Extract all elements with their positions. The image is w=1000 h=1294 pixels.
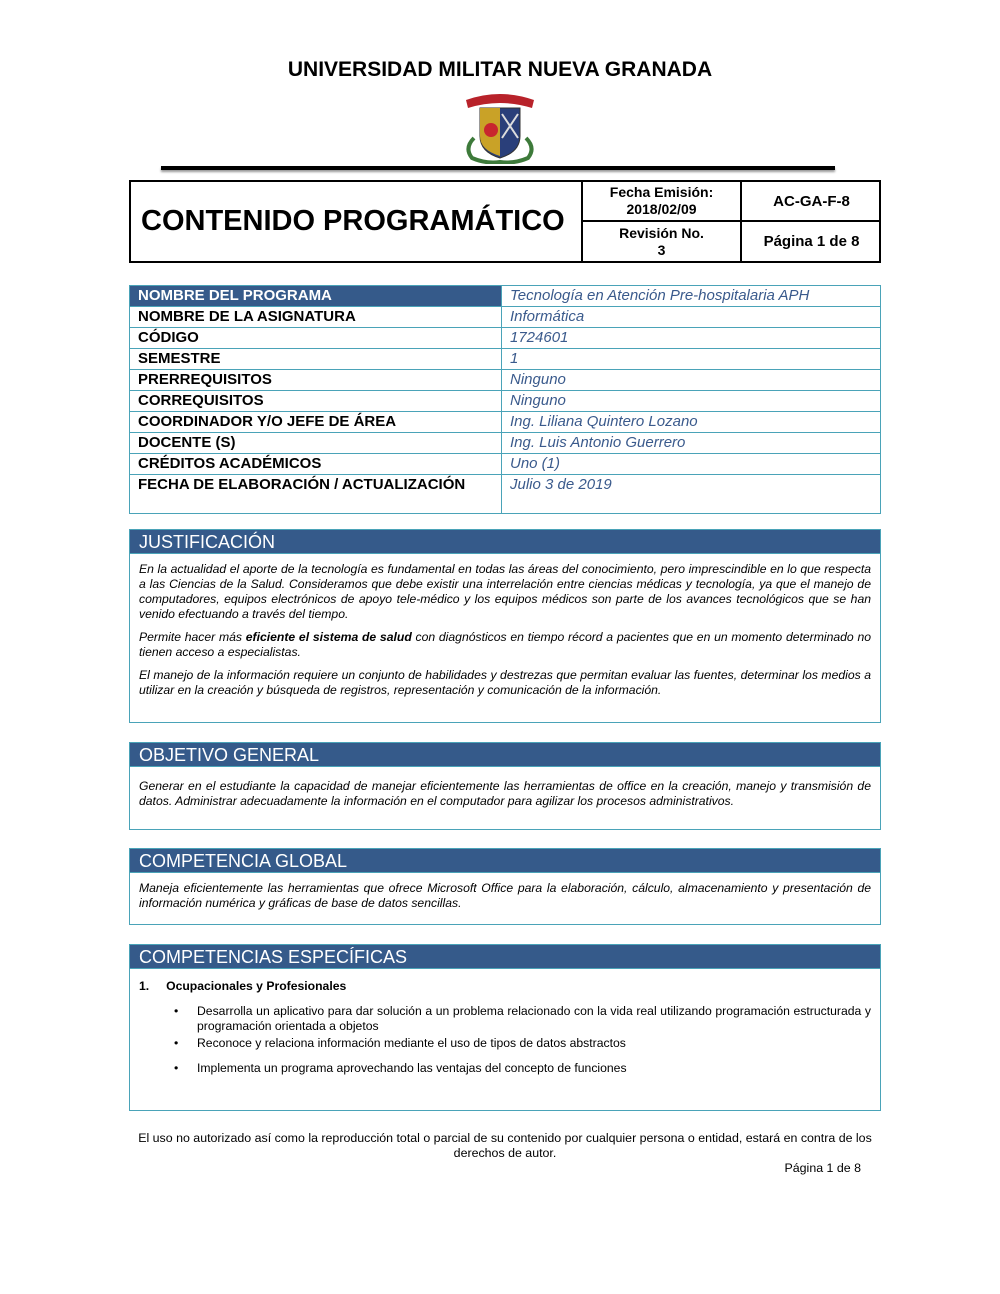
issue-date-cell	[581, 182, 740, 222]
section-body: Generar en el estudiante la capacidad de manejar eficientemente las herramientas de office en la creación, manejo y transmisión de datos. Administrar adecuadamente la información en el computador para agilizar los procesos administrativos.	[139, 779, 871, 808]
issue-date-label: Fecha Emisión:	[609, 184, 714, 200]
section-body	[130, 554, 880, 706]
row-value: Ing. Liliana Quintero Lozano	[502, 412, 881, 433]
revision-label: Revisión No.	[619, 224, 704, 241]
row-key: CORREQUISITOS	[130, 391, 502, 412]
objetivo-section	[129, 742, 881, 830]
revision-cell	[581, 222, 740, 261]
row-key: PRERREQUISITOS	[130, 370, 502, 391]
section-body	[130, 969, 880, 1086]
document-title: CONTENIDO PROGRAMÁTICO	[141, 205, 565, 237]
table-row	[130, 412, 881, 433]
table-row	[130, 391, 881, 412]
course-info-table	[129, 285, 881, 514]
row-value: Uno (1)	[502, 454, 881, 475]
competency-list	[139, 1004, 871, 1076]
row-value: Ing. Luis Antonio Guerrero	[502, 433, 881, 454]
table-row	[130, 349, 881, 370]
row-value: 1724601	[502, 328, 881, 349]
document-header-box	[129, 180, 881, 263]
row-key: FECHA DE ELABORACIÓN / ACTUALIZACIÓN	[130, 475, 502, 514]
section-title: COMPETENCIA GLOBAL	[130, 849, 880, 873]
header-rule	[161, 166, 835, 170]
row-value: Ninguno	[502, 370, 881, 391]
row-value: Tecnología en Atención Pre-hospitalaria APH	[502, 286, 881, 307]
row-key: CÓDIGO	[130, 328, 502, 349]
table-row	[130, 454, 881, 475]
paragraph-text: Permite hacer más	[139, 630, 246, 644]
table-row	[130, 370, 881, 391]
list-item: • Desarrolla un aplicativo para dar solución a un problema relacionado con la vida real utilizando programación estructurada y programación orientada a objetos	[139, 1004, 871, 1034]
row-key: CRÉDITOS ACADÉMICOS	[130, 454, 502, 475]
paragraph-text: con diagnósticos en tiempo récord a pacientes que en un momento determinado no tienen acceso a especialistas.	[139, 630, 871, 659]
row-key: SEMESTRE	[130, 349, 502, 370]
paragraph: En la actualidad el aporte de la tecnología es fundamental en todas las áreas del conocimiento, pero imprescindible en lo que respecta a las Ciencias de la Salud. Consideramos que debe existir una interrelación entre ciencias médicas y tecnología, ya que el manejo de computadores, equipos electrónicos de apoyo tele-médico y los equipos médicos son parte de los avances tecnológicos que se han venido efectuando a través del tiempo.	[139, 562, 871, 621]
table-row	[130, 475, 881, 514]
emphasis-text: eficiente el sistema de salud	[245, 630, 412, 644]
section-title: COMPETENCIAS ESPECÍFICAS	[130, 945, 880, 969]
justificacion-section	[129, 529, 881, 723]
page-indicator: Página 1 de 8	[740, 222, 881, 261]
revision-value: 3	[657, 241, 666, 258]
competencia-global-section	[129, 848, 881, 925]
issue-date-value: 2018/02/09	[626, 201, 697, 217]
row-value: 1	[502, 349, 881, 370]
footer-page-number: Página 1 de 8	[784, 1161, 861, 1175]
row-key: DOCENTE (S)	[130, 433, 502, 454]
list-item: • Reconoce y relaciona información mediante el uso de tipos de datos abstractos	[139, 1036, 871, 1051]
table-row	[130, 286, 881, 307]
subheading: 1. Ocupacionales y Profesionales	[139, 979, 347, 993]
university-name: UNIVERSIDAD MILITAR NUEVA GRANADA	[287, 58, 713, 81]
competencias-especificas-section	[129, 944, 881, 1111]
paragraph: El manejo de la información requiere un conjunto de habilidades y destrezas que permitan evaluar las fuentes, determinar los medios a utilizar en la creación y búsqueda de registros, representación y comunicación de la información.	[139, 668, 871, 697]
row-value: Informática	[502, 307, 881, 328]
copyright-notice: El uso no autorizado así como la reproducción total o parcial de su contenido por cualquier persona o entidad, estará en contra de los derechos de autor.	[138, 1131, 872, 1160]
row-value: Ninguno	[502, 391, 881, 412]
row-value: Julio 3 de 2019	[502, 475, 881, 514]
table-row	[130, 328, 881, 349]
row-key: COORDINADOR Y/O JEFE DE ÁREA	[130, 412, 502, 433]
section-title: JUSTIFICACIÓN	[130, 530, 880, 554]
list-item: • Implementa un programa aprovechando las ventajas del concepto de funciones	[139, 1061, 871, 1076]
row-key: NOMBRE DE LA ASIGNATURA	[130, 307, 502, 328]
university-crest-icon	[458, 86, 542, 164]
paragraph	[139, 630, 871, 660]
table-row	[130, 307, 881, 328]
table-row	[130, 433, 881, 454]
section-title: OBJETIVO GENERAL	[130, 743, 880, 767]
section-body: Maneja eficientemente las herramientas que ofrece Microsoft Office para la elaboración, cálculo, almacenamiento y presentación de información numérica y gráficas de base de datos sencillas.	[139, 881, 871, 910]
row-key: NOMBRE DEL PROGRAMA	[130, 286, 502, 307]
form-code: AC-GA-F-8	[740, 182, 881, 222]
